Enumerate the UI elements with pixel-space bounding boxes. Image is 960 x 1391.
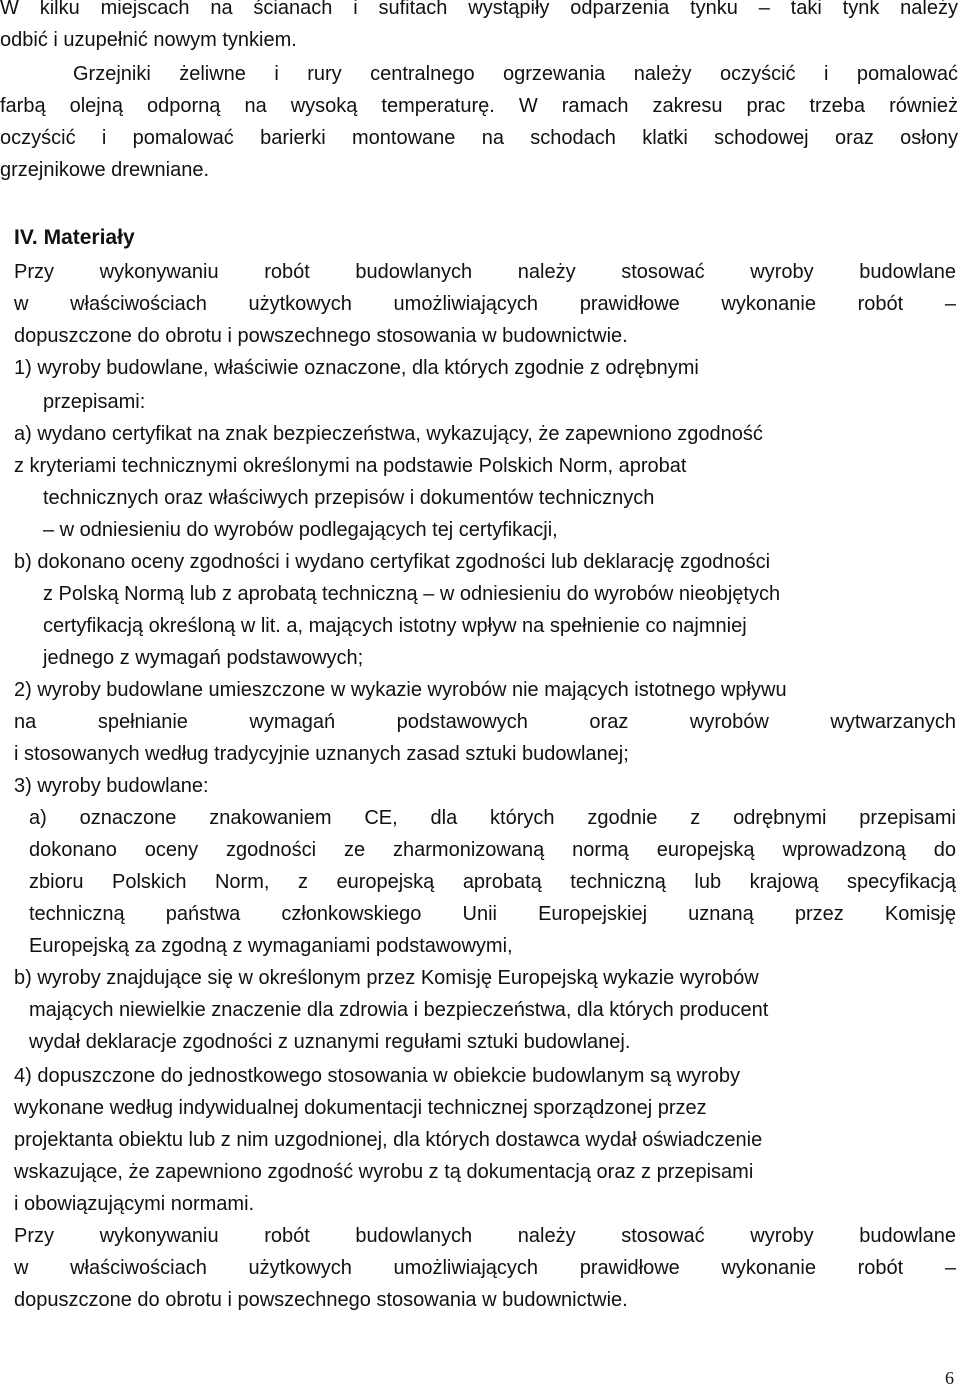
list-item-continuation: z Polską Normą lub z aprobatą techniczną – w odniesieniu do wyrobów nieobjętych [43,583,781,605]
list-item-continuation: wydał deklaracje zgodności z uznanymi regułami sztuki budowlanej. [29,1031,631,1053]
list-item-continuation: – w odniesieniu do wyrobów podlegających tej certyfikacji, [43,519,558,541]
text-line: oczyścić i pomalować barierki montowane na schodach klatki schodowej oraz osłony [0,127,958,149]
text-line: W kilku miejscach na ścianach i sufitach wystąpiły odparzenia tynku – taki tynk należy [0,0,958,19]
text-line: w właściwościach użytkowych umożliwiających prawidłowe wykonanie robót – [14,1257,956,1279]
text-line: Grzejniki żeliwne i rury centralnego ogrzewania należy oczyścić i pomalować [73,63,958,85]
list-item: a) wydano certyfikat na znak bezpieczeństwa, wykazujący, że zapewniono zgodność [14,423,763,445]
list-item-continuation: techniczną państwa członkowskiego Unii Europejskiej uznaną przez Komisję [29,903,956,925]
text-line: Przy wykonywaniu robót budowlanych należy stosować wyroby budowlane [14,261,956,283]
list-item-continuation: z kryteriami technicznymi określonymi na podstawie Polskich Norm, aprobat [14,455,687,477]
text-line: w właściwościach użytkowych umożliwiających prawidłowe wykonanie robót – [14,293,956,315]
list-item-continuation: i stosowanych według tradycyjnie uznanych zasad sztuki budowlanej; [14,743,629,765]
list-item-continuation: technicznych oraz właściwych przepisów i dokumentów technicznych [43,487,655,509]
text-line: odbić i uzupełnić nowym tynkiem. [0,29,297,51]
list-item-continuation: wykonane według indywidualnej dokumentacji technicznej sporządzonej przez [14,1097,707,1119]
list-item: b) dokonano oceny zgodności i wydano certyfikat zgodności lub deklarację zgodności [14,551,771,573]
list-item: 3) wyroby budowlane: [14,775,209,797]
text-line: dopuszczone do obrotu i powszechnego stosowania w budownictwie. [14,325,628,347]
list-item: a) oznaczone znakowaniem CE, dla których zgodnie z odrębnymi przepisami [29,807,956,829]
list-item-continuation: Europejską za zgodną z wymaganiami podstawowymi, [29,935,513,957]
list-item: 1) wyroby budowlane, właściwie oznaczone, dla których zgodnie z odrębnymi [14,357,699,379]
page-number: 6 [945,1368,954,1388]
list-item-continuation: certyfikacją określoną w lit. a, mających istotny wpływ na spełnienie co najmniej [43,615,747,637]
text-line: Przy wykonywaniu robót budowlanych należy stosować wyroby budowlane [14,1225,956,1247]
list-item: 2) wyroby budowlane umieszczone w wykazie wyrobów nie mających istotnego wpływu [14,679,787,701]
list-item-continuation: mających niewielkie znaczenie dla zdrowia i bezpieczeństwa, dla których producent [29,999,769,1021]
list-item-continuation: projektanta obiektu lub z nim uzgodnionej, dla których dostawca wydał oświadczenie [14,1129,763,1151]
list-item-continuation: i obowiązującymi normami. [14,1193,255,1215]
list-item-continuation: przepisami: [43,391,146,413]
list-item: 4) dopuszczone do jednostkowego stosowania w obiekcie budowlanym są wyroby [14,1065,740,1087]
text-line: dopuszczone do obrotu i powszechnego stosowania w budownictwie. [14,1289,628,1311]
list-item-continuation: jednego z wymagań podstawowych; [43,647,364,669]
list-item-continuation: zbioru Polskich Norm, z europejską aprobatą techniczną lub krajową specyfikacją [29,871,956,893]
list-item-continuation: na spełnianie wymagań podstawowych oraz wyrobów wytwarzanych [14,711,956,733]
list-item: b) wyroby znajdujące się w określonym przez Komisję Europejską wykazie wyrobów [14,967,759,989]
text-line: grzejnikowe drewniane. [0,159,210,181]
list-item-continuation: wskazujące, że zapewniono zgodność wyrobu z tą dokumentacją oraz z przepisami [14,1161,754,1183]
text-line: farbą olejną odporną na wysoką temperaturę. W ramach zakresu prac trzeba również [0,95,958,117]
list-item-continuation: dokonano oceny zgodności ze zharmonizowaną normą europejską wprowadzoną do [29,839,956,861]
section-heading: IV. Materiały [14,226,135,249]
